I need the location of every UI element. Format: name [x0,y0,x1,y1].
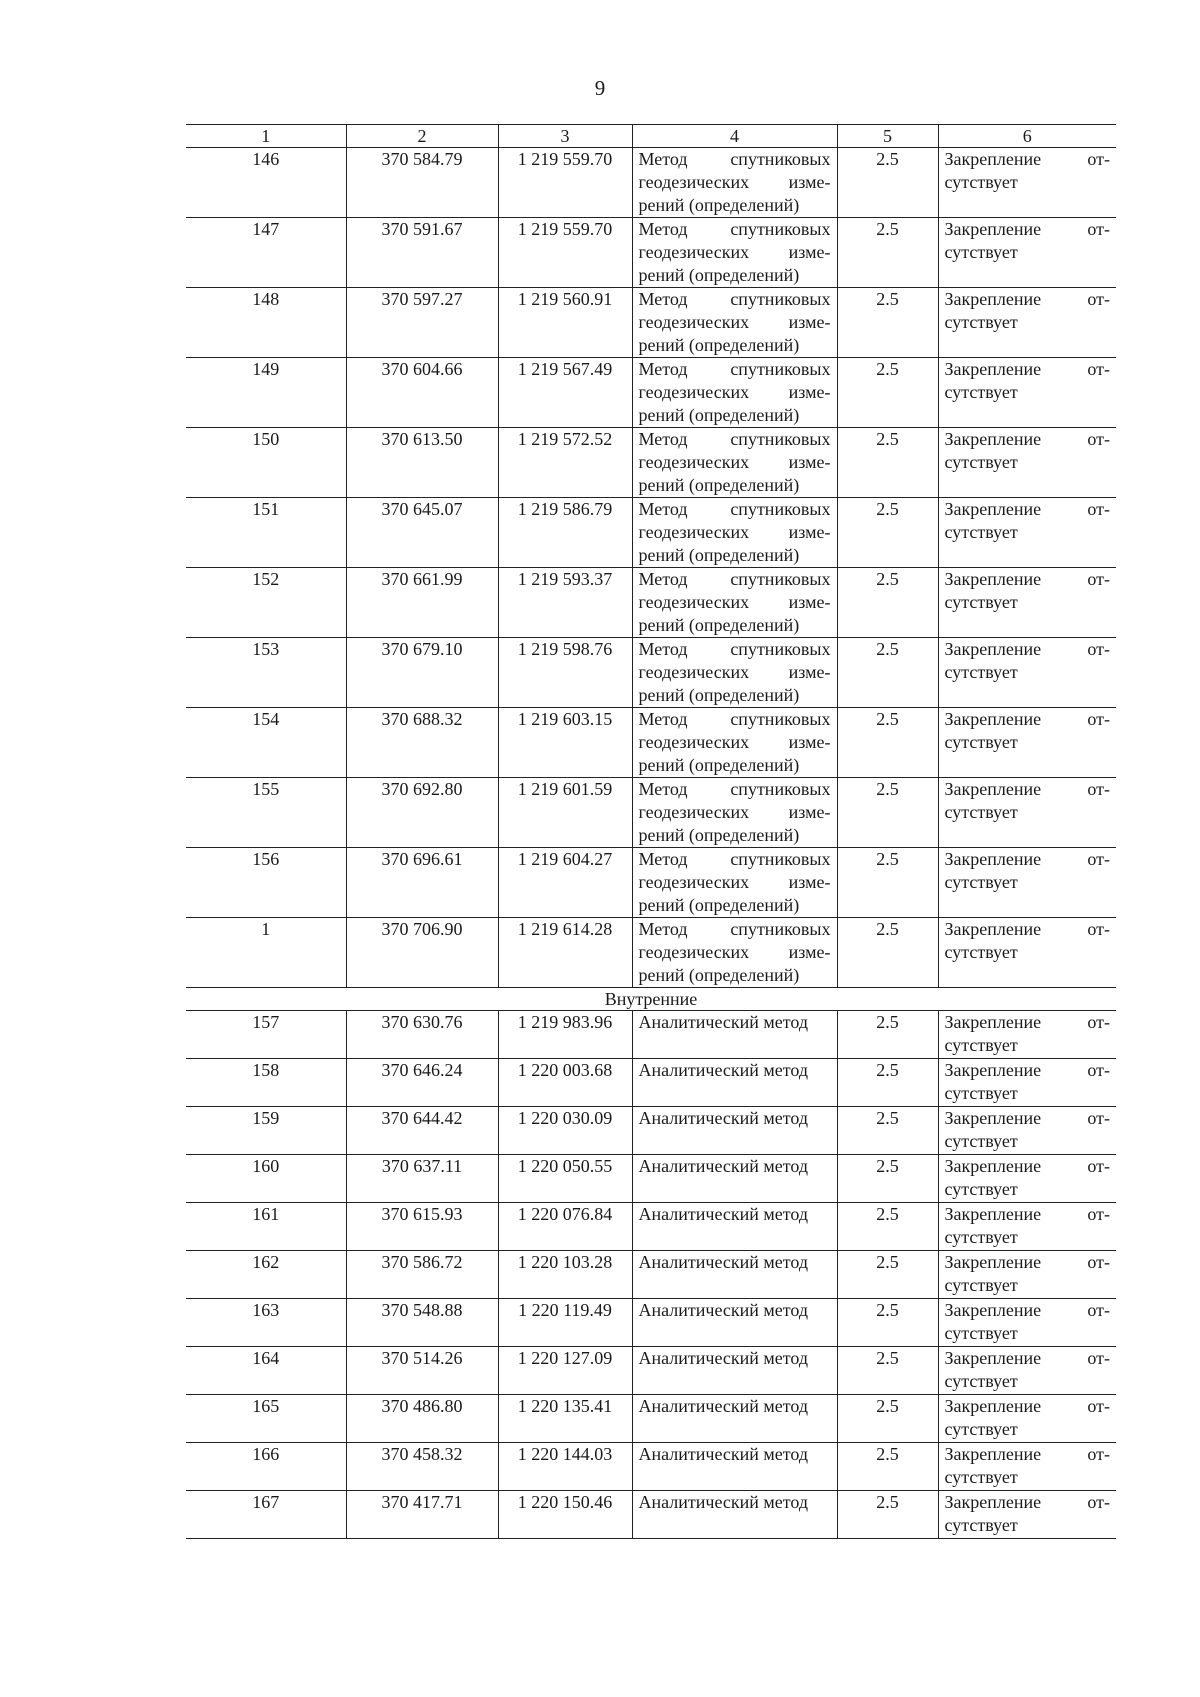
point-number-cell: 157 [186,1011,346,1059]
external-points-body [186,148,1116,988]
column-header: 3 [498,125,632,148]
section-divider [186,988,1116,1011]
error-cell: 2.5 [837,638,938,708]
coordinate-y-cell: 1 219 601.59 [498,778,632,848]
fixation-cell: Закрепление от-сутствует [938,148,1116,218]
coordinate-y-cell: 1 220 119.49 [498,1299,632,1347]
section-title-internal: Внутренние [186,988,1116,1011]
method-cell: Аналитический метод [632,1347,837,1395]
error-cell: 2.5 [837,708,938,778]
method-cell: Метод спутниковых геодезических изме-рений (определений) [632,428,837,498]
error-cell: 2.5 [837,1491,938,1539]
point-number-cell: 159 [186,1107,346,1155]
method-cell: Аналитический метод [632,1395,837,1443]
coordinate-y-cell: 1 219 572.52 [498,428,632,498]
table-row [186,708,1116,778]
fixation-cell: Закрепление от-сутствует [938,218,1116,288]
method-cell: Аналитический метод [632,1011,837,1059]
point-number-cell: 164 [186,1347,346,1395]
coordinate-x-cell: 370 514.26 [346,1347,498,1395]
coordinate-y-cell: 1 219 567.49 [498,358,632,428]
method-cell: Метод спутниковых геодезических изме-рений (определений) [632,288,837,358]
point-number-cell: 152 [186,568,346,638]
header-row [186,125,1116,148]
table-row [186,1491,1116,1539]
method-cell: Аналитический метод [632,1155,837,1203]
column-header: 4 [632,125,837,148]
method-cell: Аналитический метод [632,1251,837,1299]
coordinates-table [186,124,1116,1539]
coordinate-y-cell: 1 220 050.55 [498,1155,632,1203]
error-cell: 2.5 [837,428,938,498]
coordinate-x-cell: 370 591.67 [346,218,498,288]
table-row [186,428,1116,498]
method-cell: Метод спутниковых геодезических изме-рений (определений) [632,638,837,708]
internal-points-body [186,1011,1116,1539]
point-number-cell: 166 [186,1443,346,1491]
table-row [186,358,1116,428]
table-row [186,778,1116,848]
table-row [186,918,1116,988]
fixation-cell: Закрепление от-сутствует [938,288,1116,358]
coordinate-y-cell: 1 219 593.37 [498,568,632,638]
point-number-cell: 165 [186,1395,346,1443]
coordinate-x-cell: 370 604.66 [346,358,498,428]
coordinate-y-cell: 1 219 586.79 [498,498,632,568]
error-cell: 2.5 [837,848,938,918]
point-number-cell: 162 [186,1251,346,1299]
table-row [186,1059,1116,1107]
coordinate-x-cell: 370 637.11 [346,1155,498,1203]
coordinate-x-cell: 370 613.50 [346,428,498,498]
table-row [186,1203,1116,1251]
coordinate-y-cell: 1 220 144.03 [498,1443,632,1491]
coordinate-y-cell: 1 219 614.28 [498,918,632,988]
fixation-cell: Закрепление от-сутствует [938,778,1116,848]
fixation-cell: Закрепление от-сутствует [938,1203,1116,1251]
coordinate-x-cell: 370 486.80 [346,1395,498,1443]
method-cell: Аналитический метод [632,1491,837,1539]
error-cell: 2.5 [837,1203,938,1251]
fixation-cell: Закрепление от-сутствует [938,1107,1116,1155]
coordinate-y-cell: 1 219 604.27 [498,848,632,918]
fixation-cell: Закрепление от-сутствует [938,1443,1116,1491]
fixation-cell: Закрепление от-сутствует [938,638,1116,708]
coordinate-x-cell: 370 597.27 [346,288,498,358]
point-number-cell: 160 [186,1155,346,1203]
coordinate-y-cell: 1 220 103.28 [498,1251,632,1299]
point-number-cell: 146 [186,148,346,218]
method-cell: Аналитический метод [632,1203,837,1251]
column-header: 1 [186,125,346,148]
point-number-cell: 158 [186,1059,346,1107]
coordinate-x-cell: 370 458.32 [346,1443,498,1491]
fixation-cell: Закрепление от-сутствует [938,1011,1116,1059]
point-number-cell: 1 [186,918,346,988]
error-cell: 2.5 [837,288,938,358]
method-cell: Метод спутниковых геодезических изме-рений (определений) [632,358,837,428]
coordinate-y-cell: 1 220 003.68 [498,1059,632,1107]
method-cell: Метод спутниковых геодезических изме-рений (определений) [632,148,837,218]
point-number-cell: 147 [186,218,346,288]
point-number-cell: 163 [186,1299,346,1347]
fixation-cell: Закрепление от-сутствует [938,1491,1116,1539]
coordinate-x-cell: 370 630.76 [346,1011,498,1059]
error-cell: 2.5 [837,568,938,638]
coordinate-x-cell: 370 586.72 [346,1251,498,1299]
table-row [186,288,1116,358]
coordinate-y-cell: 1 220 076.84 [498,1203,632,1251]
fixation-cell: Закрепление от-сутствует [938,568,1116,638]
table-row [186,1155,1116,1203]
table-row [186,1395,1116,1443]
table-row [186,1443,1116,1491]
fixation-cell: Закрепление от-сутствует [938,1299,1116,1347]
fixation-cell: Закрепление от-сутствует [938,1059,1116,1107]
method-cell: Метод спутниковых геодезических изме-рений (определений) [632,778,837,848]
method-cell: Аналитический метод [632,1299,837,1347]
method-cell: Аналитический метод [632,1443,837,1491]
error-cell: 2.5 [837,1299,938,1347]
point-number-cell: 153 [186,638,346,708]
error-cell: 2.5 [837,1155,938,1203]
table-row [186,568,1116,638]
coordinate-x-cell: 370 692.80 [346,778,498,848]
fixation-cell: Закрепление от-сутствует [938,708,1116,778]
point-number-cell: 161 [186,1203,346,1251]
error-cell: 2.5 [837,1011,938,1059]
coordinate-x-cell: 370 696.61 [346,848,498,918]
fixation-cell: Закрепление от-сутствует [938,1347,1116,1395]
error-cell: 2.5 [837,1107,938,1155]
method-cell: Аналитический метод [632,1107,837,1155]
coordinate-y-cell: 1 220 150.46 [498,1491,632,1539]
coordinate-y-cell: 1 219 560.91 [498,288,632,358]
point-number-cell: 154 [186,708,346,778]
coordinate-x-cell: 370 661.99 [346,568,498,638]
method-cell: Метод спутниковых геодезических изме-рений (определений) [632,498,837,568]
coordinate-y-cell: 1 219 559.70 [498,218,632,288]
fixation-cell: Закрепление от-сутствует [938,848,1116,918]
table-row [186,148,1116,218]
fixation-cell: Закрепление от-сутствует [938,498,1116,568]
coordinate-x-cell: 370 688.32 [346,708,498,778]
coordinate-x-cell: 370 645.07 [346,498,498,568]
coordinate-y-cell: 1 219 598.76 [498,638,632,708]
fixation-cell: Закрепление от-сутствует [938,918,1116,988]
fixation-cell: Закрепление от-сутствует [938,428,1116,498]
fixation-cell: Закрепление от-сутствует [938,1395,1116,1443]
coordinate-x-cell: 370 679.10 [346,638,498,708]
table-row [186,848,1116,918]
coordinate-y-cell: 1 220 135.41 [498,1395,632,1443]
error-cell: 2.5 [837,1395,938,1443]
error-cell: 2.5 [837,1443,938,1491]
coordinate-y-cell: 1 219 603.15 [498,708,632,778]
column-header: 5 [837,125,938,148]
error-cell: 2.5 [837,498,938,568]
table-row [186,1347,1116,1395]
page-number: 9 [594,76,606,100]
table-row [186,1299,1116,1347]
point-number-cell: 151 [186,498,346,568]
point-number-cell: 148 [186,288,346,358]
table-row [186,1107,1116,1155]
coordinate-x-cell: 370 548.88 [346,1299,498,1347]
error-cell: 2.5 [837,1347,938,1395]
method-cell: Метод спутниковых геодезических изме-рений (определений) [632,848,837,918]
column-header: 6 [938,125,1116,148]
point-number-cell: 167 [186,1491,346,1539]
table-row [186,498,1116,568]
error-cell: 2.5 [837,218,938,288]
error-cell: 2.5 [837,358,938,428]
fixation-cell: Закрепление от-сутствует [938,1155,1116,1203]
method-cell: Метод спутниковых геодезических изме-рений (определений) [632,918,837,988]
section-row [186,988,1116,1011]
method-cell: Аналитический метод [632,1059,837,1107]
coordinate-x-cell: 370 644.42 [346,1107,498,1155]
coordinate-x-cell: 370 615.93 [346,1203,498,1251]
coordinate-y-cell: 1 219 983.96 [498,1011,632,1059]
coordinate-x-cell: 370 646.24 [346,1059,498,1107]
coordinate-y-cell: 1 220 030.09 [498,1107,632,1155]
column-header: 2 [346,125,498,148]
method-cell: Метод спутниковых геодезических изме-рений (определений) [632,708,837,778]
error-cell: 2.5 [837,148,938,218]
point-number-cell: 156 [186,848,346,918]
table-row [186,638,1116,708]
error-cell: 2.5 [837,1059,938,1107]
coordinate-x-cell: 370 584.79 [346,148,498,218]
coordinate-y-cell: 1 219 559.70 [498,148,632,218]
method-cell: Метод спутниковых геодезических изме-рений (определений) [632,218,837,288]
table-row [186,1011,1116,1059]
table-header [186,125,1116,148]
coordinate-y-cell: 1 220 127.09 [498,1347,632,1395]
point-number-cell: 150 [186,428,346,498]
coordinate-x-cell: 370 417.71 [346,1491,498,1539]
error-cell: 2.5 [837,1251,938,1299]
table-row [186,1251,1116,1299]
error-cell: 2.5 [837,918,938,988]
method-cell: Метод спутниковых геодезических изме-рений (определений) [632,568,837,638]
point-number-cell: 155 [186,778,346,848]
point-number-cell: 149 [186,358,346,428]
table-row [186,218,1116,288]
fixation-cell: Закрепление от-сутствует [938,1251,1116,1299]
error-cell: 2.5 [837,778,938,848]
fixation-cell: Закрепление от-сутствует [938,358,1116,428]
coordinate-x-cell: 370 706.90 [346,918,498,988]
